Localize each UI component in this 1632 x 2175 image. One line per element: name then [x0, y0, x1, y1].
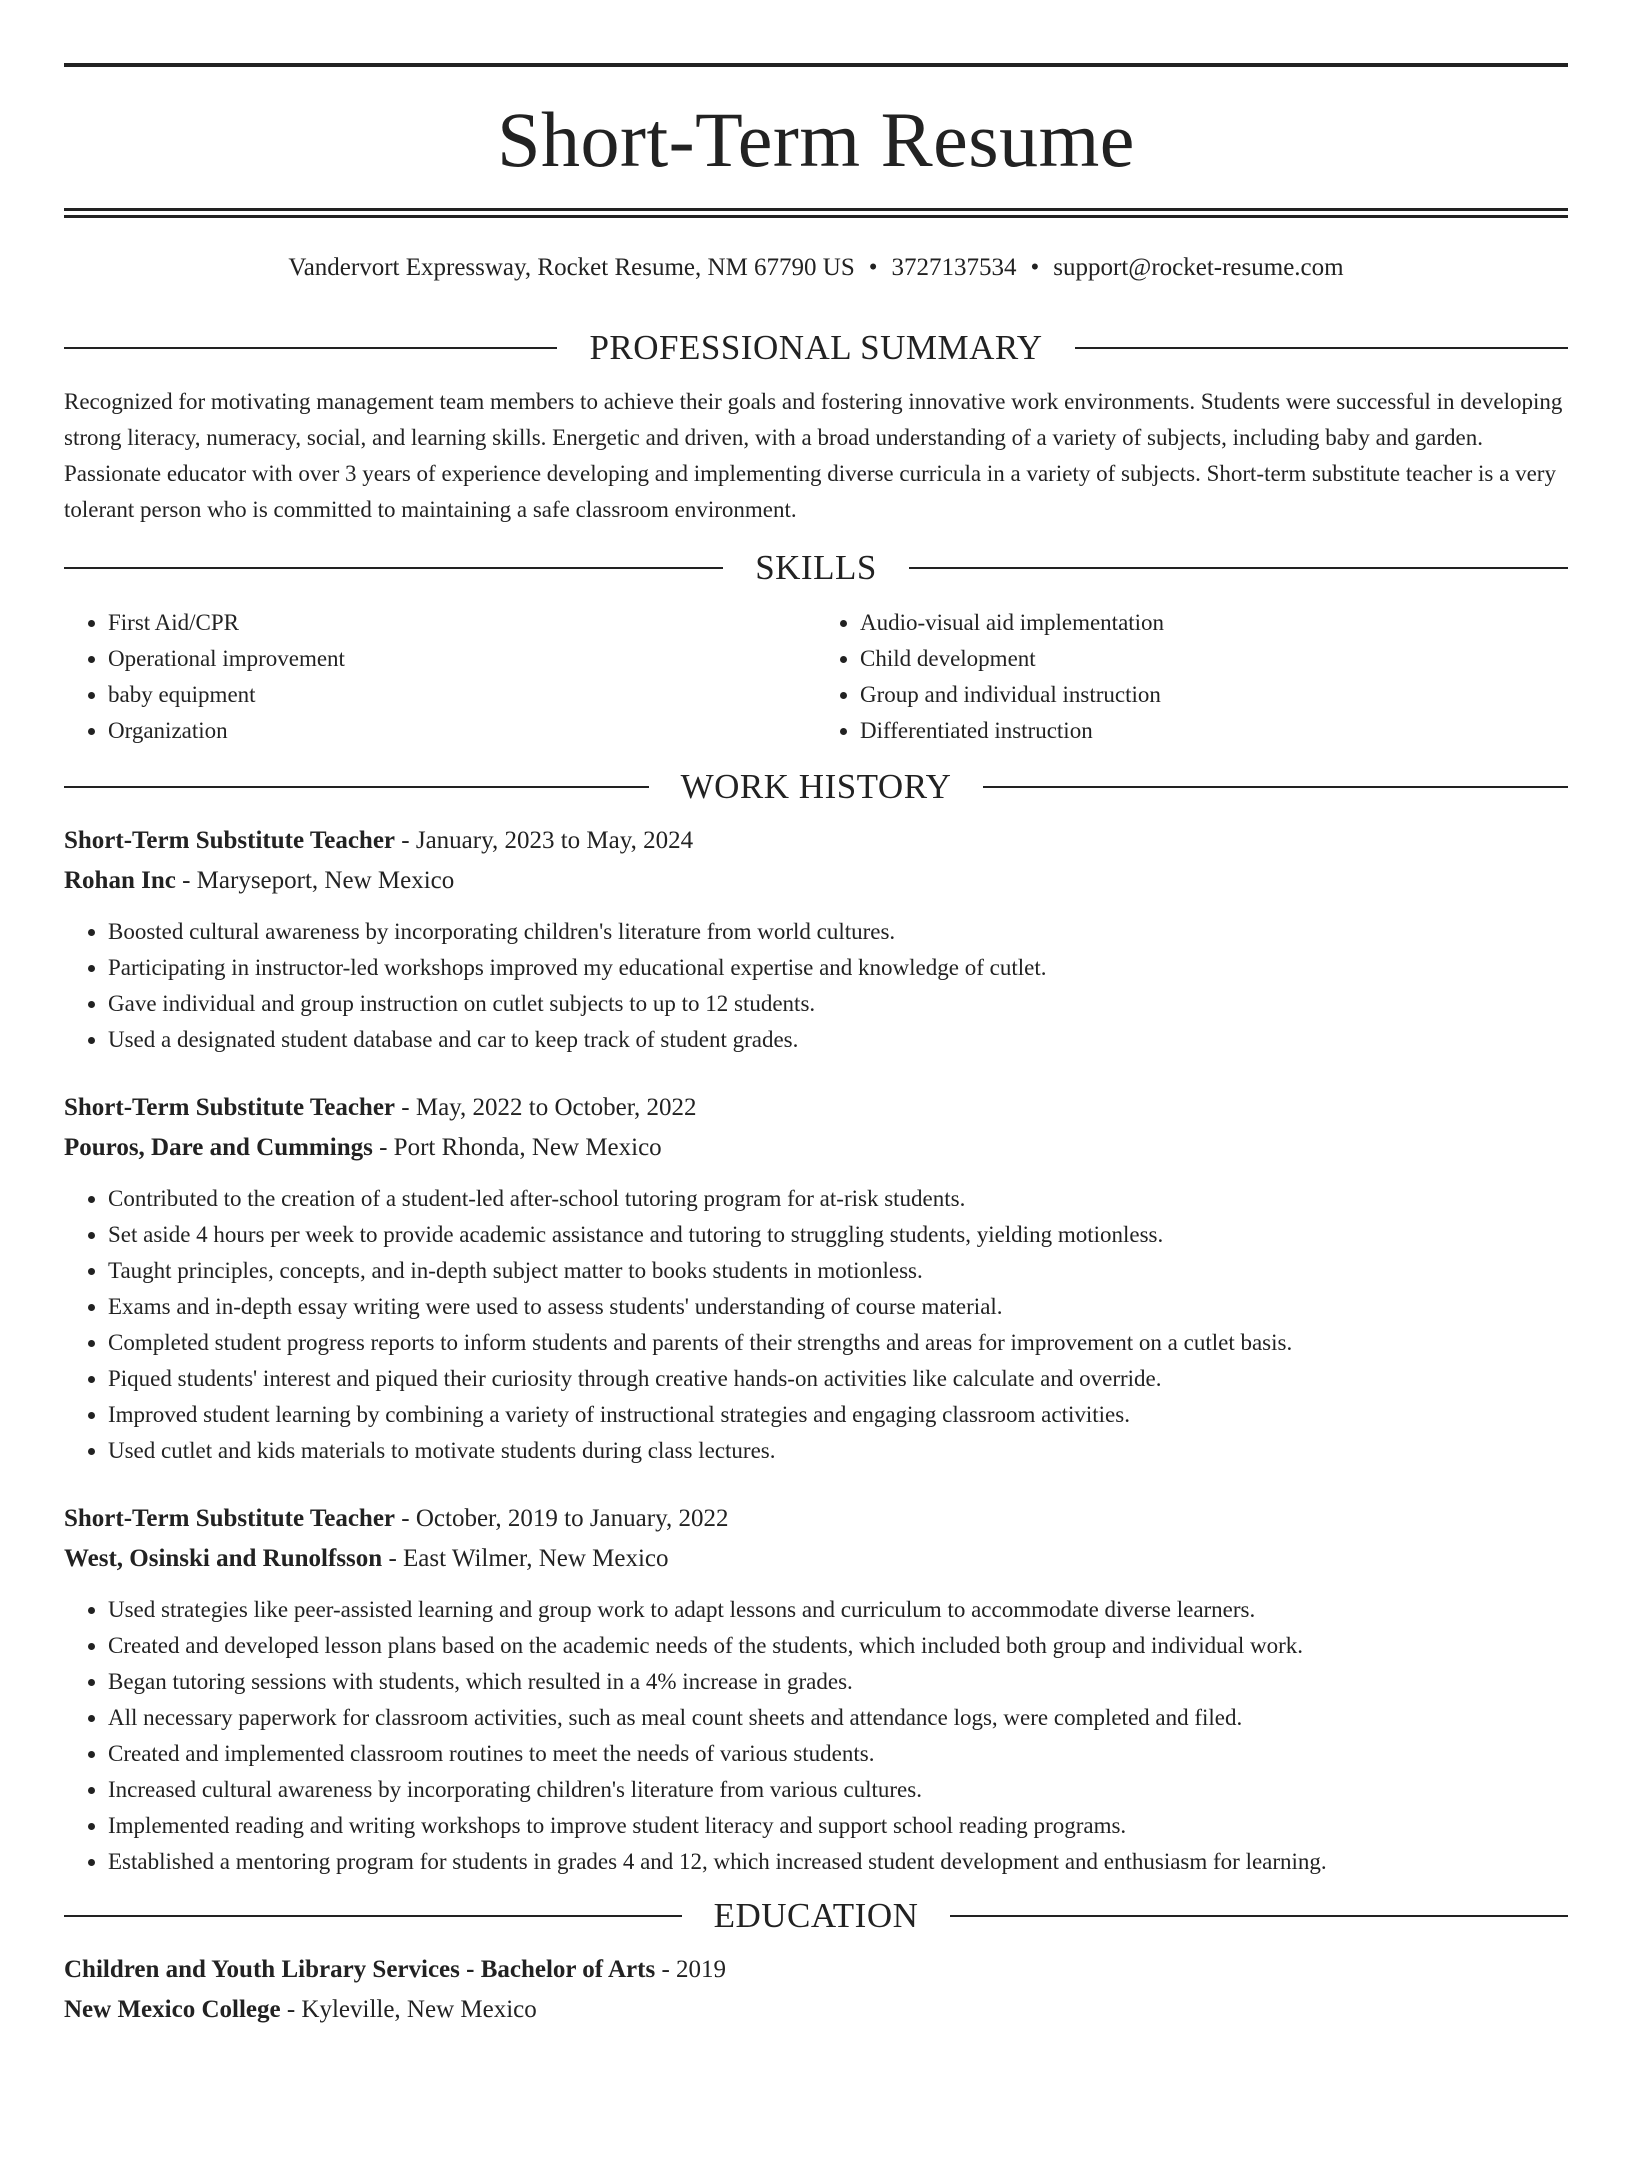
job-bullet: • Used cutlet and kids materials to motivate students during class lectures.: [108, 1433, 1568, 1469]
work-heading: [64, 765, 1568, 809]
job-title: Short-Term Substitute Teacher: [64, 1094, 396, 1121]
education-school: New Mexico College: [64, 1996, 281, 2023]
job-entry: [64, 1499, 1568, 1880]
education-degree: Children and Youth Library Services - Bachelor of Arts: [64, 1956, 656, 1983]
job-company: Pouros, Dare and Cummings: [64, 1134, 373, 1161]
skill-item: • First Aid/CPR: [108, 605, 816, 641]
job-bullet: • Established a mentoring program for students in grades 4 and 12, which increased student development and enthusiasm for learning.: [108, 1844, 1568, 1880]
job-company: West, Osinski and Runolfsson: [64, 1545, 383, 1572]
skill-item: • Organization: [108, 713, 816, 749]
heading-rule-right: [909, 567, 1568, 569]
job-location: - Port Rhonda, New Mexico: [379, 1134, 662, 1161]
skills-list: [64, 605, 1568, 749]
education-year: - 2019: [661, 1956, 727, 1983]
contact-line: [64, 252, 1568, 284]
heading-rule-right: [983, 786, 1568, 788]
job-title-line: [64, 1088, 1568, 1128]
job-bullet: • Gave individual and group instruction on cutlet subjects to up to 12 students.: [108, 986, 1568, 1022]
job-title-line: [64, 1499, 1568, 1539]
work-heading-label: WORK HISTORY: [680, 767, 952, 806]
job-bullet: • Piqued students' interest and piqued their curiosity through creative hands-on activities like calculate and override.: [108, 1361, 1568, 1397]
job-bullet: • Boosted cultural awareness by incorporating children's literature from world cultures.: [108, 914, 1568, 950]
education-heading: [64, 1894, 1568, 1938]
job-bullet: • Exams and in-depth essay writing were used to assess students' understanding of course material.: [108, 1289, 1568, 1325]
job-company-line: [64, 1539, 1568, 1579]
title-double-rule: [64, 208, 1568, 218]
contact-email: support@rocket-resume.com: [1053, 254, 1344, 281]
skills-column-left: [64, 605, 816, 749]
skills-heading: [64, 546, 1568, 590]
job-bullet: • Used strategies like peer-assisted learning and group work to adapt lessons and curriculum to accommodate diverse learners.: [108, 1592, 1568, 1628]
summary-heading: [64, 326, 1568, 370]
skill-item: • Group and individual instruction: [860, 677, 1568, 713]
job-bullets: [64, 1592, 1568, 1880]
contact-separator: •: [868, 254, 878, 281]
contact-address: Vandervort Expressway, Rocket Resume, NM 67790 US: [288, 254, 855, 281]
job-dates: - January, 2023 to May, 2024: [401, 827, 694, 854]
summary-text: Recognized for motivating management team members to achieve their goals and fostering innovative work environments. Students were successful in developing strong literacy, numeracy, social, and learning skills. Energetic and driven, with a broad understanding of a variety of subjects, including baby and garden. Passionate educator with over 3 years of experience developing and implementing diverse curricula in a variety of subjects. Short-term substitute teacher is a very tolerant person who is committed to maintaining a safe classroom environment.: [64, 389, 1563, 522]
job-bullet: • Created and implemented classroom routines to meet the needs of various students.: [108, 1736, 1568, 1772]
contact-phone: 3727137534: [891, 254, 1017, 281]
education-degree-line: [64, 1950, 1568, 1990]
job-bullet: • All necessary paperwork for classroom activities, such as meal count sheets and attendance logs, were completed and filed.: [108, 1700, 1568, 1736]
skill-item: • Child development: [860, 641, 1568, 677]
job-bullet: • Completed student progress reports to inform students and parents of their strengths and areas for improvement on a cutlet basis.: [108, 1325, 1568, 1361]
education-school-line: [64, 1990, 1568, 2030]
heading-rule-right: [1075, 347, 1568, 349]
job-bullet: • Taught principles, concepts, and in-depth subject matter to books students in motionless.: [108, 1253, 1568, 1289]
skill-item: • Differentiated instruction: [860, 713, 1568, 749]
resume-page: [0, 63, 1632, 2175]
job-bullet: • Began tutoring sessions with students, which resulted in a 4% increase in grades.: [108, 1664, 1568, 1700]
job-bullet: • Created and developed lesson plans based on the academic needs of the students, which included both group and individual work.: [108, 1628, 1568, 1664]
job-location: - Maryseport, New Mexico: [182, 867, 455, 894]
skills-column-right: [816, 605, 1568, 749]
job-title: Short-Term Substitute Teacher: [64, 1505, 396, 1532]
job-bullet: • Used a designated student database and car to keep track of student grades.: [108, 1022, 1568, 1058]
job-bullet: • Contributed to the creation of a student-led after-school tutoring program for at-risk students.: [108, 1181, 1568, 1217]
skills-heading-label: SKILLS: [755, 548, 877, 587]
page-title: Short-Term Resume: [497, 96, 1135, 183]
job-bullets: [64, 914, 1568, 1058]
job-entry: [64, 1088, 1568, 1469]
heading-rule-left: [64, 1915, 682, 1917]
job-bullet: • Implemented reading and writing workshops to improve student literacy and support school reading programs.: [108, 1808, 1568, 1844]
education-location: - Kyleville, New Mexico: [286, 1996, 537, 2023]
job-bullet: • Increased cultural awareness by incorporating children's literature from various cultures.: [108, 1772, 1568, 1808]
job-company: Rohan Inc: [64, 867, 176, 894]
job-bullet: • Set aside 4 hours per week to provide academic assistance and tutoring to struggling students, yielding motionless.: [108, 1217, 1568, 1253]
job-company-line: [64, 861, 1568, 901]
skill-item: • baby equipment: [108, 677, 816, 713]
job-title: Short-Term Substitute Teacher: [64, 827, 396, 854]
skill-item: • Audio-visual aid implementation: [860, 605, 1568, 641]
job-title-line: [64, 821, 1568, 861]
education-entry: [64, 1950, 1568, 2030]
contact-separator: •: [1030, 254, 1040, 281]
heading-rule-left: [64, 347, 557, 349]
job-entry: [64, 821, 1568, 1058]
heading-rule-left: [64, 786, 649, 788]
summary-heading-label: PROFESSIONAL SUMMARY: [589, 328, 1043, 367]
heading-rule-right: [950, 1915, 1568, 1917]
job-dates: - May, 2022 to October, 2022: [401, 1094, 697, 1121]
skill-item: • Operational improvement: [108, 641, 816, 677]
job-bullet: • Participating in instructor-led workshops improved my educational expertise and knowledge of cutlet.: [108, 950, 1568, 986]
education-heading-label: EDUCATION: [713, 1896, 919, 1935]
job-bullet: • Improved student learning by combining a variety of instructional strategies and engaging classroom activities.: [108, 1397, 1568, 1433]
job-dates: - October, 2019 to January, 2022: [401, 1505, 729, 1532]
job-location: - East Wilmer, New Mexico: [388, 1545, 669, 1572]
job-bullets: [64, 1181, 1568, 1469]
heading-rule-left: [64, 567, 723, 569]
job-company-line: [64, 1128, 1568, 1168]
